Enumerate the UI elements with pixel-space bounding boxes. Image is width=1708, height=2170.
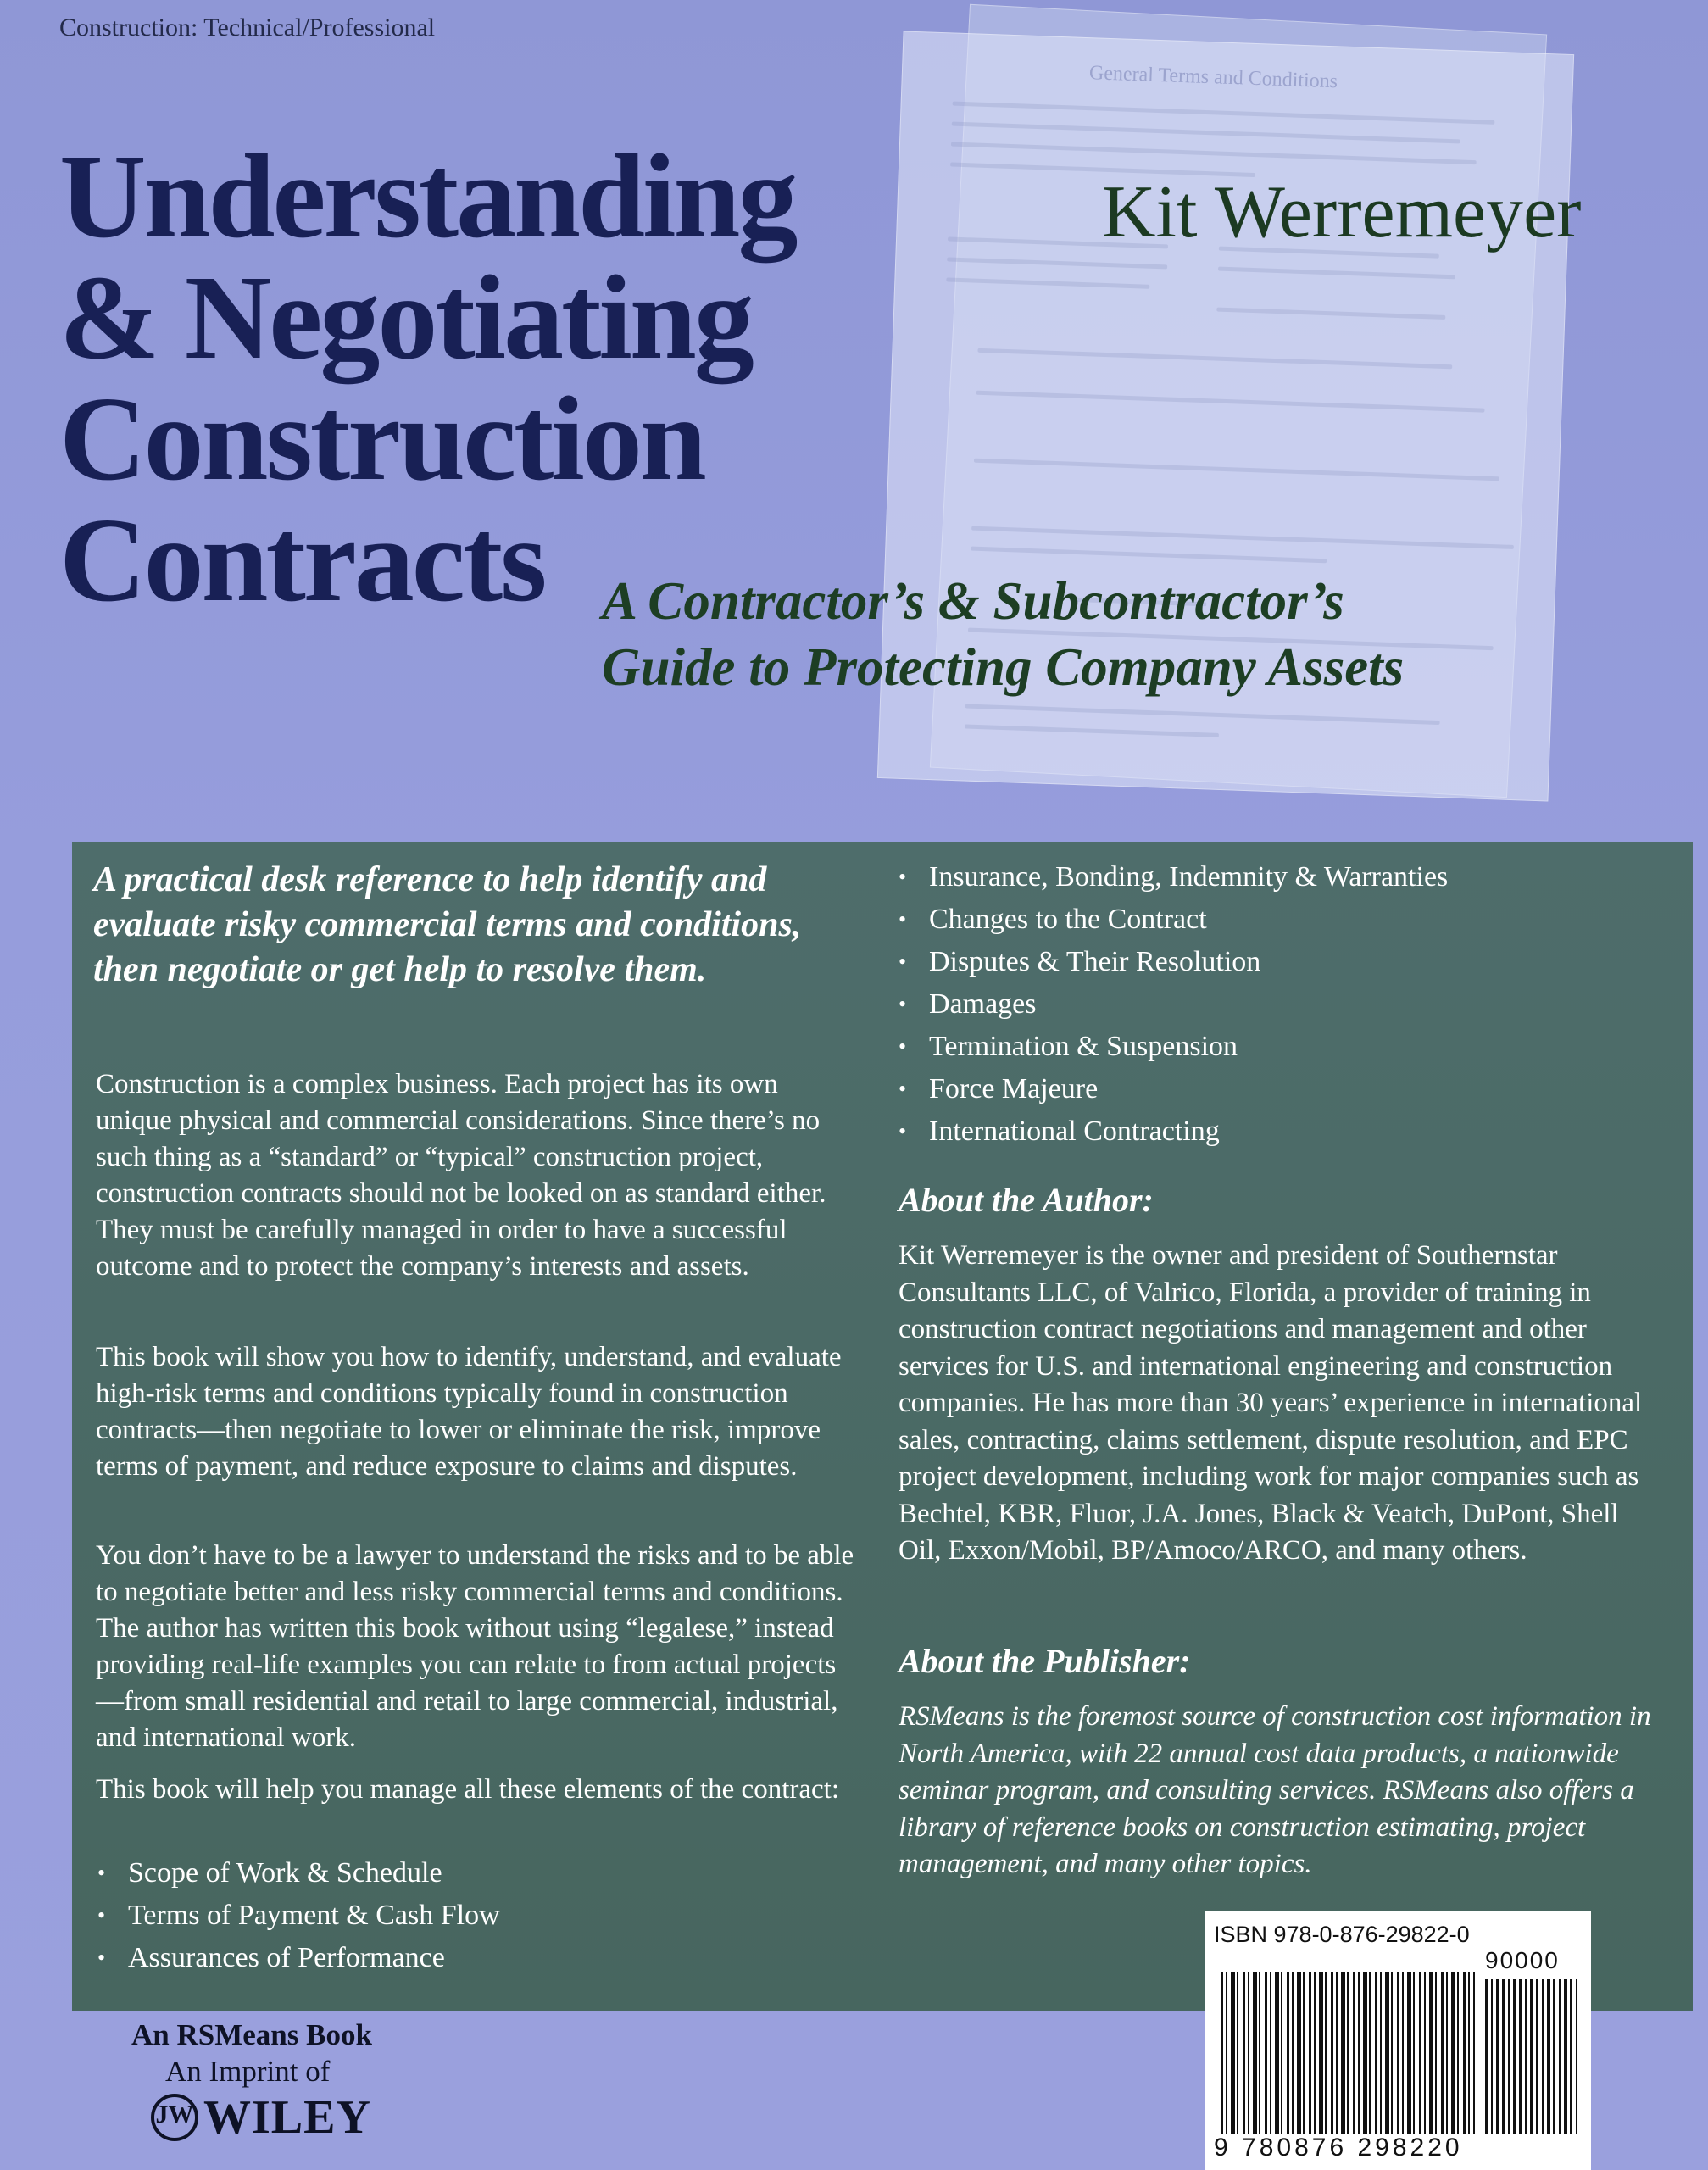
book-subtitle xyxy=(602,568,1404,700)
body-paragraph: Construction is a complex business. Each project has its own unique physical and commercial considerations. Since there’s no such thing as a “standard” or “typical” construction project, construction contracts should not be looked on as standard either. They must be carefully managed in order to have a successful outcome and to protect the company’s interests and assets. xyxy=(96,1069,826,1282)
barcode-addon-bars xyxy=(1485,1979,1578,2134)
about-publisher-text: RSMeans is the foremost source of construction cost information in North America, with 22 annual cost data products, a nationwide seminar program, and consulting services. RSMeans also offers a library of reference books on construction estimating, project management, and many other topics. xyxy=(899,1701,1651,1879)
title-line: Construction xyxy=(59,371,704,505)
document-text-line xyxy=(947,257,1167,269)
document-text-line xyxy=(951,142,1477,164)
isbn-barcode xyxy=(1205,1911,1591,2170)
list-item: • Changes to the Contract xyxy=(897,899,1448,941)
author-name: Kit Werremeyer xyxy=(1102,171,1582,253)
list-item: • International Contracting xyxy=(897,1110,1448,1153)
document-text-line xyxy=(952,122,1460,144)
lead-statement: A practical desk reference to help identify and evaluate risky commercial terms and conditions, then negotiate or get help to resolve them. xyxy=(93,860,802,989)
document-text-line xyxy=(965,724,1219,737)
price-code: 90000 xyxy=(1485,1947,1560,1973)
document-text-line xyxy=(1216,308,1445,320)
document-text-line xyxy=(976,391,1485,413)
list-item: • Terms of Payment & Cash Flow xyxy=(96,1895,500,1937)
rsmeans-book-line: An RSMeans Book xyxy=(131,2018,372,2051)
list-item: • Force Majeure xyxy=(897,1068,1448,1110)
list-item: • Assurances of Performance xyxy=(96,1937,500,1979)
body-paragraph: This book will show you how to identify, understand, and evaluate high-risk terms and conditions typically found in construction contracts—then negotiate to lower or eliminate the risk, improve terms of payment, and reduce exposure to claims and disputes. xyxy=(96,1342,842,1482)
about-publisher-heading: About the Publisher: xyxy=(899,1642,1191,1680)
document-text-line xyxy=(971,547,1327,564)
document-text-line xyxy=(1218,267,1455,280)
document-text-line xyxy=(974,459,1499,481)
wiley-logo-icon xyxy=(151,2094,198,2141)
body-paragraph: You don’t have to be a lawyer to understand the risks and to be able to negotiate better and less risky commercial terms and conditions. The author has written this book without using “legalese,” instead providing real-life examples you can relate to from actual projects—from small residential and retail to large commercial, industrial, and international work. xyxy=(96,1540,854,1753)
document-text-line xyxy=(977,348,1452,370)
about-author-text: Kit Werremeyer is the owner and president of Southernstar Consultants LLC, of Valrico, Florida, a provider of training in construction contract negotiations and management and other services for U.S. and international engineering and construction companies. He has more than 30 years’ experience in international sales, contracting, claims settlement, dispute resolution, and EPC project development, including work for major companies such as Bechtel, KBR, Fluor, J.A. Jones, Black & Veatch, DuPont, Shell Oil, Exxon/Mobil, BP/Amoco/ARCO, and many others. xyxy=(899,1240,1643,1566)
category-label: Construction: Technical/Professional xyxy=(59,14,436,42)
document-text-line xyxy=(971,526,1514,549)
list-item: • Scope of Work & Schedule xyxy=(96,1852,500,1895)
document-text-line xyxy=(953,102,1495,125)
subtitle-line: Guide to Protecting Company Assets xyxy=(602,637,1405,697)
isbn-label: ISBN 978-0-876-29822-0 xyxy=(1214,1922,1470,1947)
contract-elements-list-left xyxy=(96,1852,500,1979)
title-line: & Negotiating xyxy=(59,250,752,384)
wiley-logo-mark: JW xyxy=(155,2100,194,2128)
document-text-line xyxy=(965,704,1440,725)
book-title xyxy=(59,129,796,626)
subtitle-line: A Contractor’s & Subcontractor’s xyxy=(602,571,1344,631)
background-document-heading: General Terms and Conditions xyxy=(1088,62,1338,93)
imprint-line: An Imprint of xyxy=(165,2055,331,2088)
body-paragraph: This book will help you manage all these elements of the contract: xyxy=(96,1774,839,1805)
list-item: • Termination & Suspension xyxy=(897,1026,1448,1068)
title-line: Contracts xyxy=(59,492,545,626)
list-item: • Damages xyxy=(897,983,1448,1026)
barcode-bars xyxy=(1221,1972,1475,2134)
list-item: • Insurance, Bonding, Indemnity & Warranties xyxy=(897,856,1448,899)
publisher-name: WILEY xyxy=(203,2091,371,2144)
barcode-digits: 9 780876 298220 xyxy=(1214,2134,1463,2162)
list-item: • Disputes & Their Resolution xyxy=(897,941,1448,983)
about-author-heading: About the Author: xyxy=(899,1181,1154,1219)
document-text-line xyxy=(946,277,1149,288)
title-line: Understanding xyxy=(59,129,796,263)
contract-elements-list-right xyxy=(897,856,1448,1153)
